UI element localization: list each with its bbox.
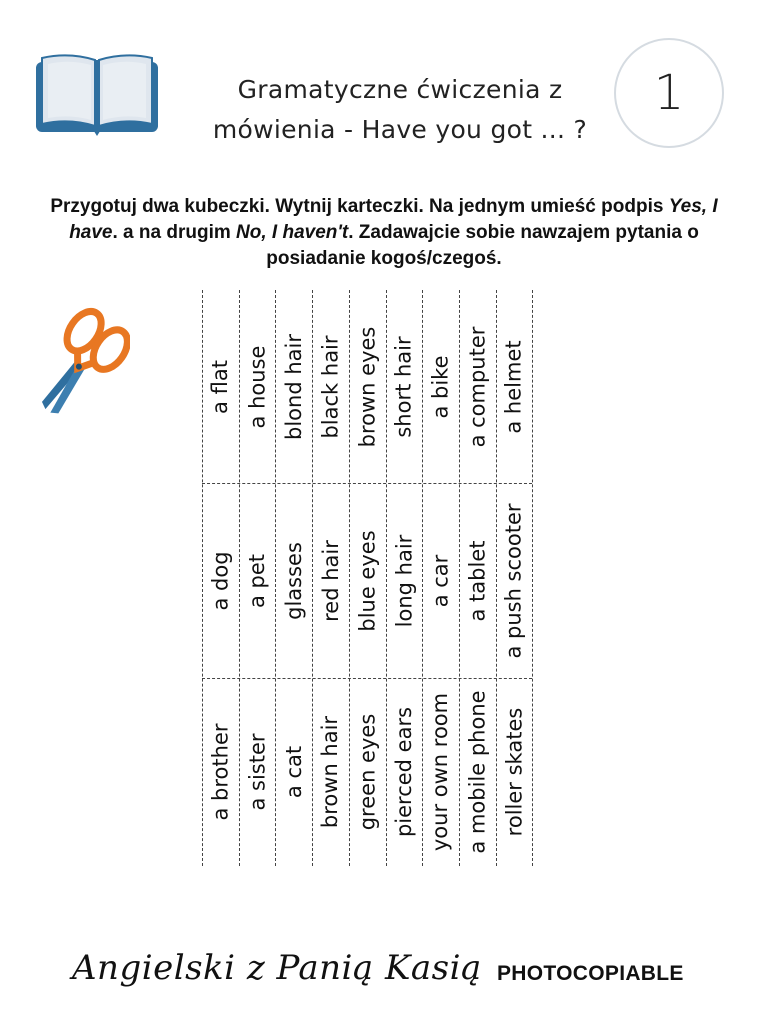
vocab-card bbox=[459, 483, 496, 678]
vocab-card bbox=[459, 290, 496, 483]
worksheet-number-badge bbox=[614, 38, 724, 148]
vocab-card bbox=[349, 483, 386, 678]
vocab-card bbox=[422, 483, 459, 678]
vocab-card-label: a cat bbox=[281, 745, 306, 799]
vocab-card-label: a bike bbox=[428, 354, 453, 419]
vocab-card bbox=[312, 483, 349, 678]
scissors-icon bbox=[30, 305, 130, 425]
vocab-card-label: a sister bbox=[245, 733, 270, 811]
vocab-card-label: pierced ears bbox=[391, 706, 416, 838]
vocab-card-label: short hair bbox=[391, 335, 416, 438]
cut-line-vertical bbox=[532, 290, 533, 866]
vocab-card-label: a tablet bbox=[465, 540, 490, 621]
vocab-card bbox=[239, 483, 276, 678]
vocab-card-label: glasses bbox=[281, 541, 306, 620]
vocab-card bbox=[496, 483, 533, 678]
vocab-card bbox=[386, 483, 423, 678]
vocab-card bbox=[496, 290, 533, 483]
vocab-card bbox=[239, 290, 276, 483]
vocab-card-label: blond hair bbox=[281, 333, 306, 440]
instructions-part-3: . Zadawajcie sobie nawzajem pytania o posiadanie kogoś/czegoś. bbox=[266, 222, 699, 269]
worksheet-number: 1 bbox=[653, 65, 685, 121]
title-line-2: mówienia - Have you got ... ? bbox=[212, 115, 588, 144]
title-line-1: Gramatyczne ćwiczenia z bbox=[237, 75, 563, 104]
vocab-card bbox=[312, 290, 349, 483]
vocab-card bbox=[312, 678, 349, 866]
vocab-card-label: a helmet bbox=[501, 339, 526, 434]
photocopiable-label: PHOTOCOPIABLE bbox=[497, 962, 684, 985]
instructions-part-1: Przygotuj dwa kubeczki. Wytnij karteczki. Na jednym umieść podpis bbox=[50, 196, 669, 217]
instructions-no: No, I haven't bbox=[236, 222, 349, 243]
vocab-card-label: brown eyes bbox=[355, 326, 380, 447]
vocab-card-label: blue eyes bbox=[355, 529, 380, 632]
vocab-card-label: a dog bbox=[208, 550, 233, 611]
vocab-card bbox=[349, 290, 386, 483]
vocab-card-label: red hair bbox=[318, 539, 343, 622]
book-icon bbox=[34, 52, 160, 136]
vocab-card bbox=[202, 483, 239, 678]
vocab-card-label: a pet bbox=[245, 553, 270, 608]
vocab-card bbox=[202, 290, 239, 483]
vocab-card-label: a flat bbox=[208, 359, 233, 414]
vocab-card-label: brown hair bbox=[318, 715, 343, 829]
vocab-card-label: a computer bbox=[465, 326, 490, 447]
vocab-card bbox=[349, 678, 386, 866]
vocab-card bbox=[275, 678, 312, 866]
vocab-card bbox=[459, 678, 496, 866]
vocab-card-label: roller skates bbox=[501, 707, 526, 837]
vocab-card bbox=[275, 290, 312, 483]
instructions-part-2: . a na drugim bbox=[112, 222, 237, 243]
vocab-card bbox=[496, 678, 533, 866]
vocab-card-label: a mobile phone bbox=[465, 690, 490, 854]
vocab-card bbox=[422, 290, 459, 483]
vocab-card bbox=[422, 678, 459, 866]
vocab-card-label: a push scooter bbox=[501, 502, 526, 659]
vocab-card bbox=[386, 678, 423, 866]
vocab-card-label: a car bbox=[428, 554, 453, 607]
vocab-card-label: a house bbox=[245, 345, 270, 428]
vocab-card bbox=[202, 678, 239, 866]
vocab-card bbox=[386, 290, 423, 483]
vocab-card bbox=[239, 678, 276, 866]
instructions-yes: Yes, I have bbox=[69, 196, 718, 243]
author-signature: Angielski z Panią Kasią bbox=[72, 948, 482, 988]
vocab-card bbox=[275, 483, 312, 678]
vocab-card-label: your own room bbox=[428, 692, 453, 852]
vocab-card-label: a brother bbox=[208, 723, 233, 821]
card-cutout-grid bbox=[202, 290, 532, 866]
worksheet-title bbox=[190, 70, 610, 150]
vocab-card-label: long hair bbox=[391, 534, 416, 627]
instructions-text bbox=[40, 194, 728, 272]
vocab-card-label: green eyes bbox=[355, 713, 380, 831]
vocab-card-label: black hair bbox=[318, 334, 343, 439]
